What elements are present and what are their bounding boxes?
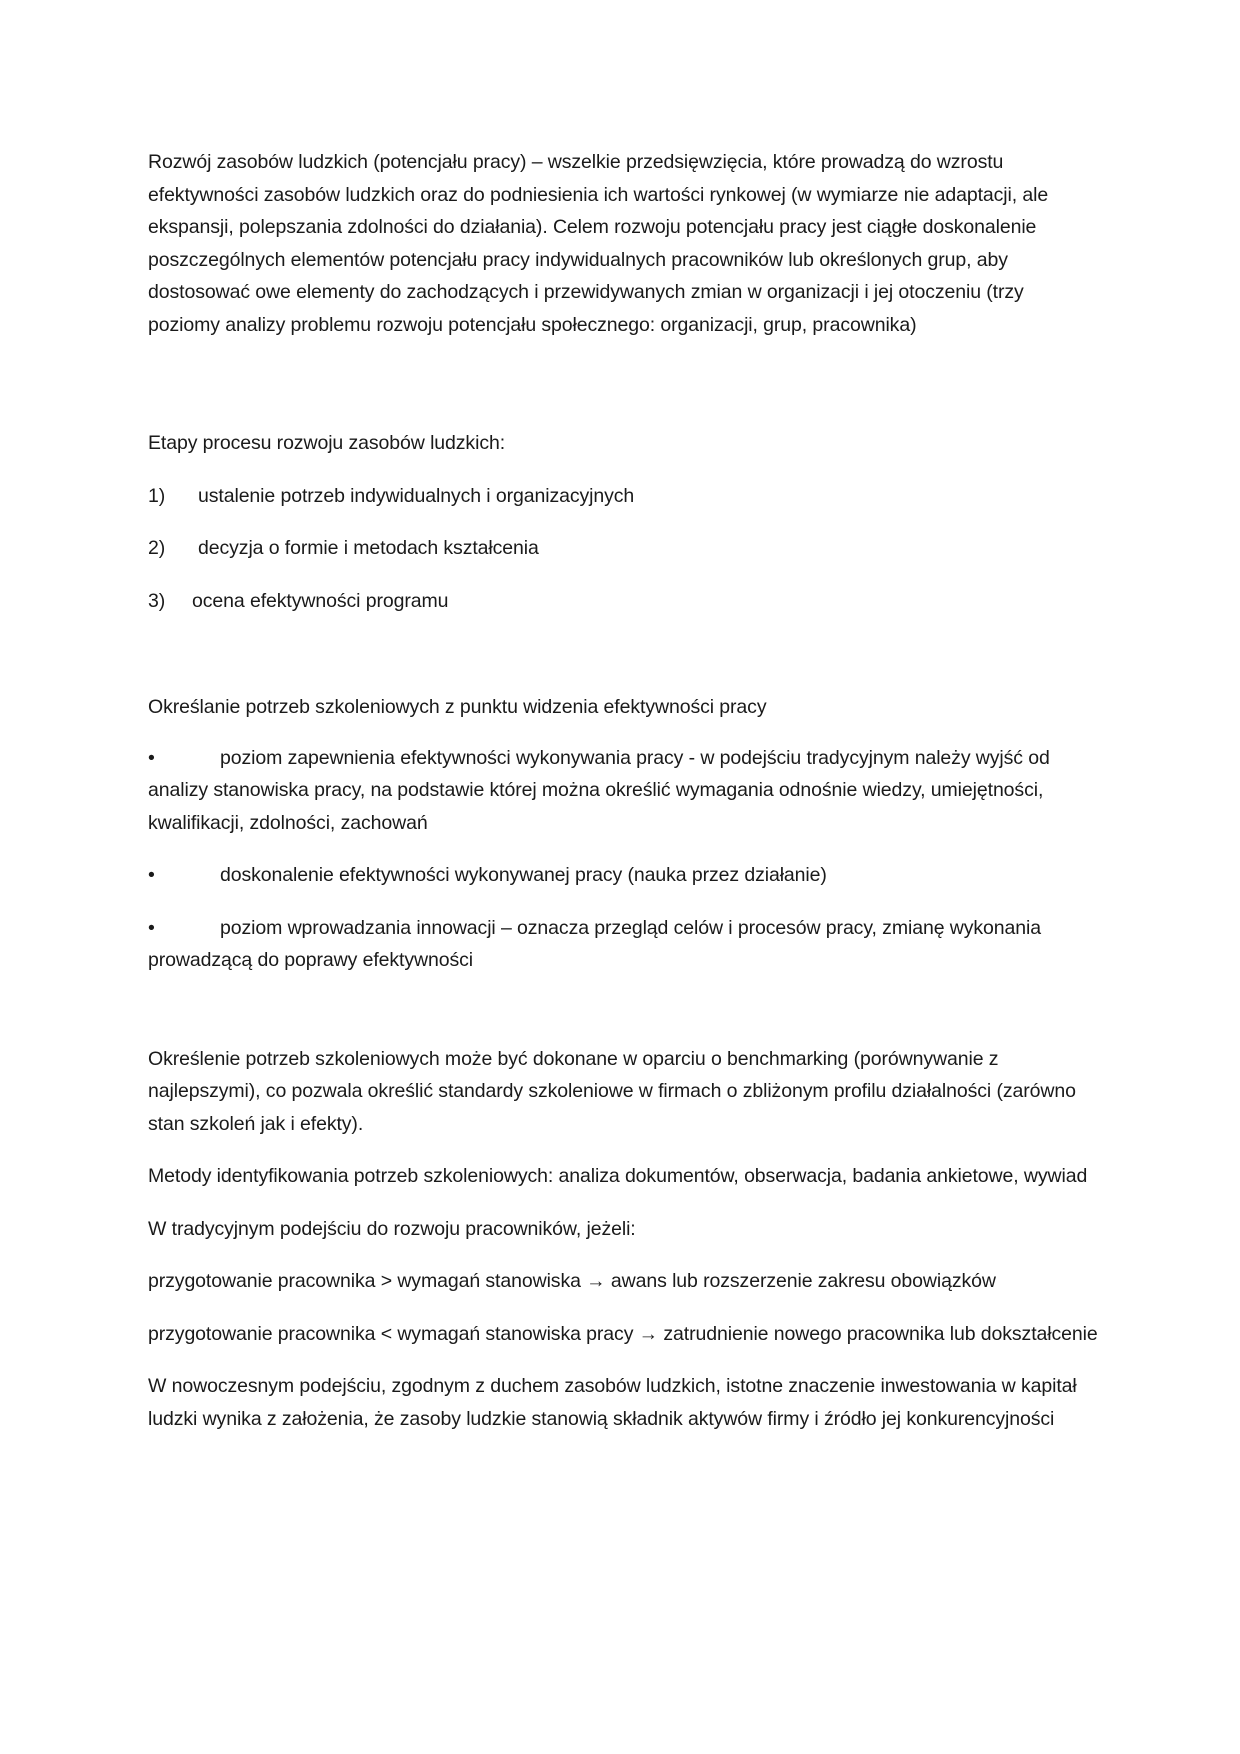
intro-paragraph: Rozwój zasobów ludzkich (potencjału pracy) – wszelkie przedsięwzięcia, które prowadzą do wzrostu efektywności zasobów ludzkich oraz do podniesienia ich wartości rynkowej (w wymiarze nie adaptacji, ale ekspansji, polepszania zdolności do działania). Celem rozwoju potencjału pracy jest ciągłe doskonalenie poszczególnych elementów potencjału pracy indywidualnych pracowników lub określonych grup, aby dostosować owe elementy do zachodzących i przewidywanych zmian w organizacji i jej otoczeniu (trzy poziomy analizy problemu rozwoju potencjału społecznego: organizacji, grup, pracownika) — [148, 151, 1049, 336]
methods-paragraph: Metody identyfikowania potrzeb szkoleniowych: analiza dokumentów, obserwacja, badania ankietowe, wywiad — [148, 1165, 1088, 1187]
list-item — [148, 480, 1098, 513]
bullet-text: poziom wprowadzania innowacji – oznacza przegląd celów i procesów pracy, zmianę wykonania prowadzącą do poprawy efektywności — [148, 916, 1041, 971]
bullet-text: poziom zapewnienia efektywności wykonywania pracy - w podejściu tradycyjnym należy wyjść od analizy stanowiska pracy, na podstawie której można określić wymagania odnośnie wiedzy, umiejętności, kwalifikacji, zdolności, zachowań — [148, 746, 1050, 834]
condition-greater-paragraph: przygotowanie pracownika > wymagań stanowiska → awans lub rozszerzenie zakresu obowiązków — [148, 1270, 996, 1292]
modern-approach-paragraph: W nowoczesnym podejściu, zgodnym z duchem zasobów ludzkich, istotne znaczenie inwestowania w kapitał ludzki wynika z założenia, że zasoby ludzkie stanowią składnik aktywów firmy i źródło jej konkurencyjności — [148, 1375, 1077, 1430]
bullet-item — [148, 912, 1098, 977]
list-item-number: 2) — [148, 537, 166, 559]
bullet-icon: • — [148, 864, 155, 886]
list-item — [148, 532, 1098, 565]
list-item-number: 3) — [148, 589, 166, 612]
bullet-icon: • — [148, 746, 155, 769]
list-item-text: decyzja o formie i metodach kształcenia — [198, 537, 539, 559]
bullet-list — [148, 742, 1098, 977]
list-item — [148, 585, 1098, 618]
benchmarking-paragraph: Określenie potrzeb szkoleniowych może być dokonane w oparciu o benchmarking (porównywanie z najlepszymi), co pozwala określić standardy szkoleniowe w firmach o zbliżonym profilu działalności (zarówno stan szkoleń jak i efekty). — [148, 1047, 1076, 1135]
steps-list — [148, 480, 1098, 618]
bullet-icon: • — [148, 916, 155, 939]
document-body — [148, 146, 1098, 1455]
bullet-item — [148, 742, 1098, 840]
traditional-approach-paragraph: W tradycyjnym podejściu do rozwoju pracowników, jeżeli: — [148, 1217, 636, 1240]
needs-heading: Określanie potrzeb szkoleniowych z punktu widzenia efektywności pracy — [148, 696, 767, 718]
bullet-item — [148, 859, 1098, 892]
list-item-text: ocena efektywności programu — [192, 589, 449, 612]
list-item-text: ustalenie potrzeb indywidualnych i organizacyjnych — [198, 484, 635, 507]
list-item-number: 1) — [148, 484, 166, 507]
bullet-text: doskonalenie efektywności wykonywanej pracy (nauka przez działanie) — [220, 864, 827, 886]
condition-less-paragraph: przygotowanie pracownika < wymagań stanowiska pracy → zatrudnienie nowego pracownika lub dokształcenie — [148, 1322, 1098, 1345]
steps-heading: Etapy procesu rozwoju zasobów ludzkich: — [148, 432, 506, 454]
